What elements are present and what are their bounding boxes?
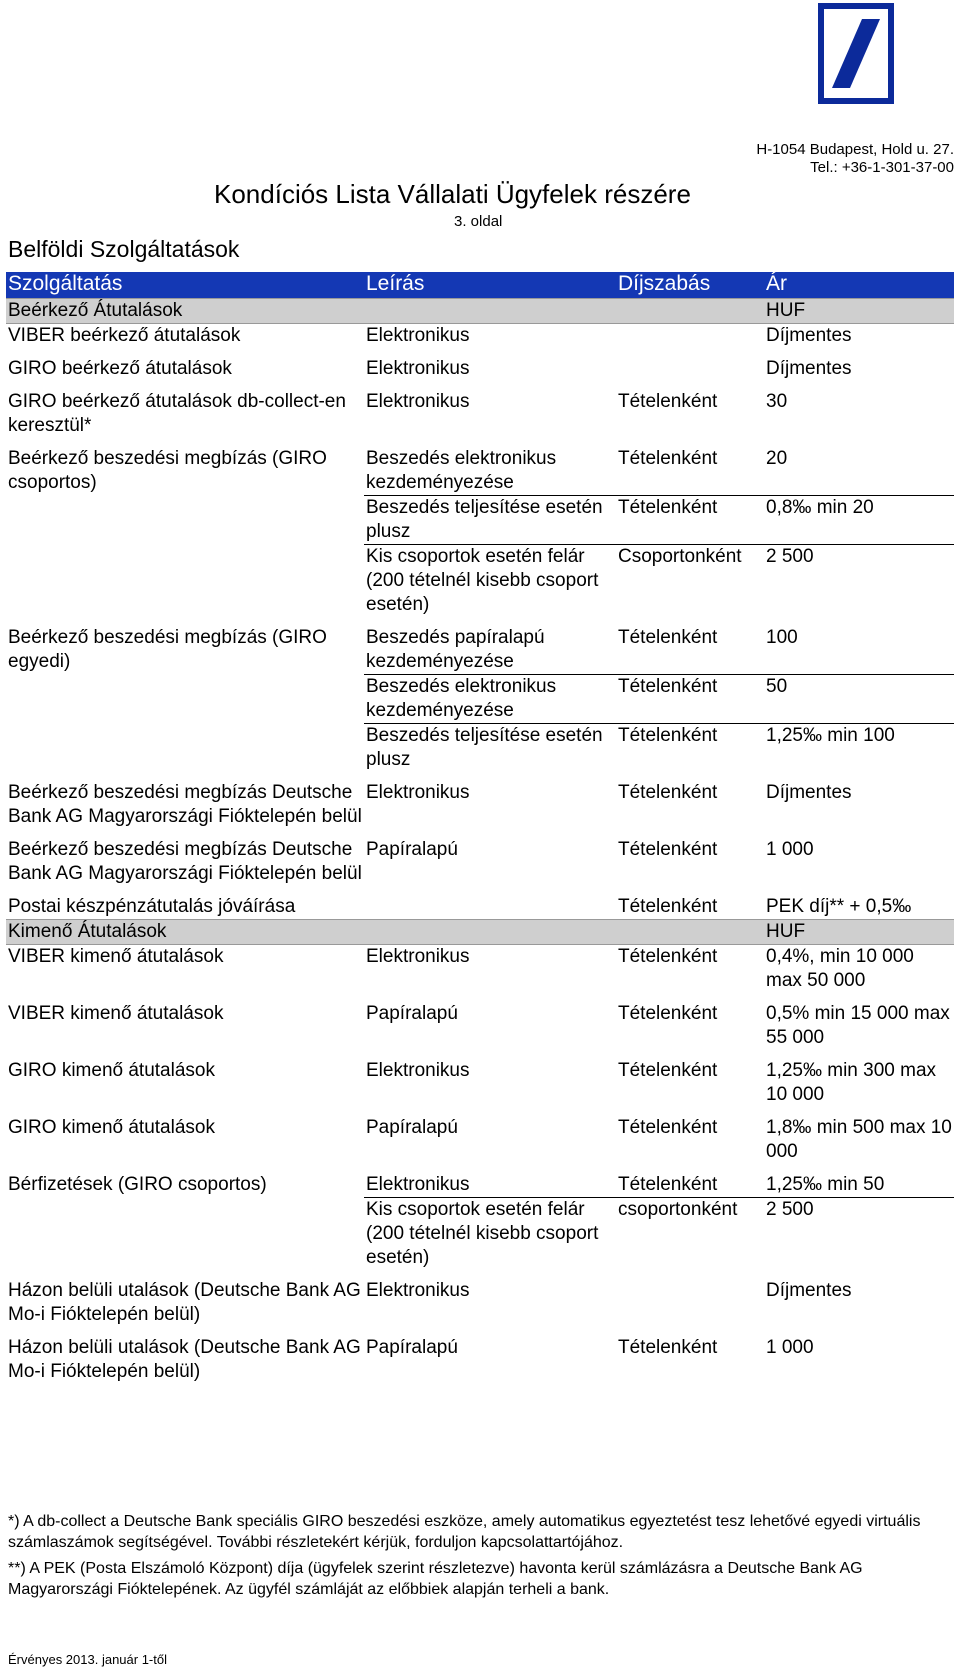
cell-service: VIBER beérkező átutalások: [8, 325, 241, 346]
table-row: [6, 390, 954, 438]
cell-fee: Tételenként: [618, 391, 718, 412]
table-row: [6, 675, 954, 724]
cell-service: [6, 724, 364, 773]
cell-desc: Elektronikus: [366, 1280, 470, 1301]
cell-price: 30: [766, 391, 788, 412]
cell-desc: Papíralapú: [366, 1003, 458, 1024]
cell-fee: Tételenként: [618, 1003, 718, 1024]
section-currency: HUF: [764, 299, 954, 324]
cell-fee: Tételenként: [618, 896, 718, 917]
cell-fee: Tételenként: [618, 946, 718, 967]
cell-desc: Elektronikus: [366, 358, 470, 379]
cell-service: [6, 1198, 364, 1271]
column-header: Leírás: [364, 272, 616, 299]
page-title: Kondíciós Lista Vállalati Ügyfelek részére: [214, 179, 691, 209]
section-header-row: [6, 920, 954, 945]
cell-desc: Elektronikus: [366, 782, 470, 803]
cell-service: GIRO kimenő átutalások: [8, 1117, 215, 1138]
cell-price: 0,8‰ min 20: [764, 496, 954, 545]
cell-desc: Papíralapú: [366, 839, 458, 860]
table-row: [6, 496, 954, 545]
cell-fee: Tételenként: [618, 1337, 718, 1358]
cell-desc: Kis csoportok esetén felár (200 tételnél kisebb csoport esetén): [366, 1199, 599, 1268]
table-row: [6, 626, 954, 675]
cell-fee: [616, 324, 764, 349]
cell-service: VIBER kimenő átutalások: [8, 1003, 224, 1024]
address-block: [756, 141, 954, 177]
cell-service: Házon belüli utalások (Deutsche Bank AG Mo-i Fióktelepén belül): [8, 1280, 361, 1325]
phone: Tel.: +36-1-301-37-00: [810, 159, 954, 176]
section-label: Kimenő Átutalások: [6, 920, 364, 945]
table-row: [6, 545, 954, 618]
deutsche-bank-logo: [818, 3, 894, 104]
cell-desc: Beszedés teljesítése esetén plusz: [364, 496, 616, 545]
cell-price: Díjmentes: [766, 782, 852, 803]
table-row: [6, 945, 954, 994]
cell-service: GIRO kimenő átutalások: [8, 1060, 215, 1081]
table-row: [6, 324, 954, 349]
cell-desc: Elektronikus: [366, 325, 470, 346]
cell-price: 1,25‰ min 300 max 10 000: [766, 1060, 937, 1105]
column-header: Ár: [764, 272, 954, 299]
cell-price: 1,8‰ min 500 max 10 000: [766, 1117, 952, 1162]
cell-price: 1,25‰ min 100: [766, 725, 895, 746]
cell-service: GIRO beérkező átutalások: [8, 358, 232, 379]
footnotes: [8, 1511, 948, 1605]
cell-price: 2 500: [766, 546, 814, 567]
cell-desc: Papíralapú: [366, 1337, 458, 1358]
section-currency: HUF: [764, 920, 954, 945]
cell-fee: Tételenként: [616, 447, 764, 496]
table-row: [6, 895, 954, 920]
cell-desc: Papíralapú: [366, 1117, 458, 1138]
column-header: Díjszabás: [616, 272, 764, 299]
cell-fee: Tételenként: [618, 725, 718, 746]
footnote: *) A db-collect a Deutsche Bank speciális GIRO beszedési eszköze, amely automatikus egyeztetést tesz lehetővé egyedi virtuális számlaszámok segítségével. További részletekért kérjük, forduljon kapcsolattartójához.: [8, 1513, 921, 1551]
cell-service: [6, 496, 364, 545]
cell-price: 50: [764, 675, 954, 724]
footnote: **) A PEK (Posta Elszámoló Központ) díja (ügyfelek szerint részletezve) havonta kerül számlázásra a Deutsche Bank AG Magyarországi Fióktelepének. Az ügyfél számláját az előbbiek alapján terheli a bank.: [8, 1560, 863, 1598]
cell-service: GIRO beérkező átutalások db-collect-en keresztül*: [8, 391, 346, 436]
section-header-row: [6, 299, 954, 324]
cell-service: [6, 675, 364, 724]
cell-price: 1 000: [766, 839, 814, 860]
column-header: Szolgáltatás: [6, 272, 364, 299]
cell-desc: Elektronikus: [366, 391, 470, 412]
cell-desc: Beszedés elektronikus kezdeményezése: [364, 447, 616, 496]
cell-price: 2 500: [766, 1199, 814, 1220]
cell-desc: Elektronikus: [364, 1173, 616, 1198]
cell-desc: Elektronikus: [366, 1060, 470, 1081]
cell-price: PEK díj** + 0,5‰: [766, 896, 912, 917]
cell-fee: [616, 357, 764, 381]
cell-fee: Tételenként: [618, 1060, 718, 1081]
table-row: [6, 1002, 954, 1050]
table-row: [6, 1173, 954, 1198]
table-row: [6, 1059, 954, 1107]
validity-note: Érvényes 2013. január 1-től: [8, 1652, 167, 1667]
slash-icon: [824, 9, 888, 98]
cell-price: Díjmentes: [766, 358, 852, 379]
cell-service: Bérfizetések (GIRO csoportos): [8, 1174, 267, 1195]
cell-price: 20: [764, 447, 954, 496]
table-row: [6, 838, 954, 886]
cell-fee: Csoportonként: [618, 546, 742, 567]
table-row: [6, 1198, 954, 1271]
cell-fee: Tételenként: [616, 626, 764, 675]
cell-service: Beérkező beszedési megbízás Deutsche Bank AG Magyarországi Fióktelepén belül: [8, 782, 362, 827]
address: H-1054 Budapest, Hold u. 27.: [756, 141, 954, 158]
cell-fee: Tételenként: [618, 839, 718, 860]
cell-price: 1,25‰ min 50: [764, 1173, 954, 1198]
cell-desc: Beszedés elektronikus kezdeményezése: [364, 675, 616, 724]
cell-service: VIBER kimenő átutalások: [8, 946, 224, 967]
table-row: [6, 447, 954, 496]
table-row: [6, 724, 954, 773]
cell-service: Beérkező beszedési megbízás (GIRO csoportos): [8, 448, 327, 493]
cell-price: 1 000: [766, 1337, 814, 1358]
cell-desc: Beszedés teljesítése esetén plusz: [366, 725, 603, 770]
cell-fee: Tételenként: [616, 675, 764, 724]
cell-service: Házon belüli utalások (Deutsche Bank AG Mo-i Fióktelepén belül): [8, 1337, 361, 1382]
cell-service: Beérkező beszedési megbízás Deutsche Bank AG Magyarországi Fióktelepén belül: [8, 839, 362, 884]
cell-fee: Tételenként: [618, 1117, 718, 1138]
cell-fee: Tételenként: [616, 1173, 764, 1198]
cell-service: [6, 545, 364, 618]
conditions-table: [6, 272, 954, 1384]
cell-desc: Beszedés papíralapú kezdeményezése: [364, 626, 616, 675]
section-label: Beérkező Átutalások: [6, 299, 364, 324]
cell-price: Díjmentes: [766, 325, 852, 346]
cell-fee: Tételenként: [618, 782, 718, 803]
cell-service: Postai készpénzátutalás jóváírása: [8, 896, 296, 917]
cell-price: Díjmentes: [766, 1280, 852, 1301]
cell-price: 100: [764, 626, 954, 675]
table-row: [6, 1116, 954, 1164]
section-title: Belföldi Szolgáltatások: [8, 236, 240, 262]
cell-price: 0,4%, min 10 000 max 50 000: [766, 946, 914, 991]
table-row: [6, 1336, 954, 1384]
table-row: [6, 357, 954, 381]
cell-desc: Elektronikus: [366, 946, 470, 967]
cell-desc: Kis csoportok esetén felár (200 tételnél kisebb csoport esetén): [366, 546, 599, 615]
table-row: [6, 781, 954, 829]
page-number: 3. oldal: [454, 213, 503, 230]
cell-desc: [364, 895, 616, 920]
cell-fee: [616, 1279, 764, 1327]
cell-fee: Tételenként: [616, 496, 764, 545]
cell-service: Beérkező beszedési megbízás (GIRO egyedi): [8, 627, 327, 672]
cell-price: 0,5% min 15 000 max 55 000: [766, 1003, 950, 1048]
cell-fee: csoportonként: [618, 1199, 738, 1220]
table-row: [6, 1279, 954, 1327]
table-header: [6, 272, 954, 299]
